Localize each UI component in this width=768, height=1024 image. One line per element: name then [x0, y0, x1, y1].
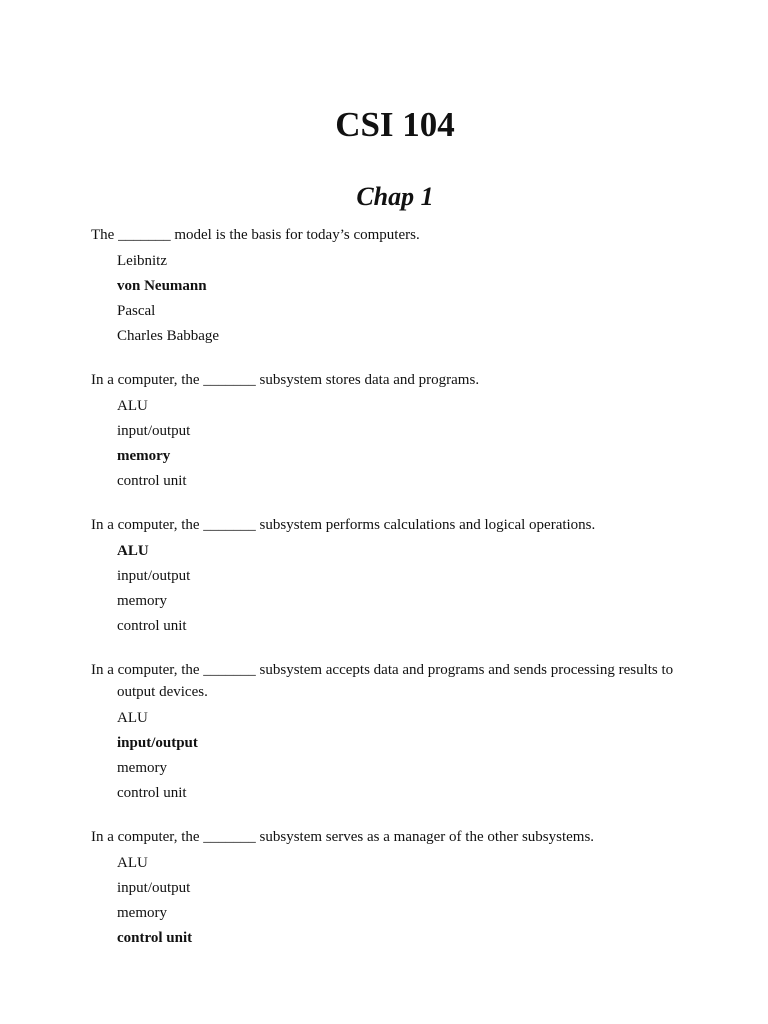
- chapter-title: Chap 1: [356, 182, 434, 211]
- answer-option: control unit: [117, 473, 187, 489]
- answer-option: memory: [117, 593, 167, 609]
- correct-answer-option: ALU: [117, 543, 149, 559]
- answer-options: [91, 394, 706, 494]
- answer-options: [91, 249, 706, 349]
- answer-options: [91, 539, 706, 639]
- correct-answer-option: von Neumann: [117, 278, 207, 294]
- question-block: [91, 369, 706, 494]
- correct-answer-option: input/output: [117, 735, 198, 751]
- question-text: In a computer, the _______ subsystem stores data and programs.: [91, 372, 480, 388]
- answer-option: Pascal: [117, 303, 156, 319]
- question-list: [91, 224, 706, 971]
- answer-option: Leibnitz: [117, 253, 167, 269]
- question-text: The _______ model is the basis for today’s computers.: [91, 227, 420, 243]
- answer-option: control unit: [117, 785, 187, 801]
- answer-option: Charles Babbage: [117, 328, 220, 344]
- question-text: In a computer, the _______ subsystem performs calculations and logical operations.: [91, 517, 596, 533]
- question-block: [91, 826, 706, 951]
- correct-answer-option: control unit: [117, 930, 193, 946]
- answer-option: ALU: [117, 398, 148, 414]
- answer-option: ALU: [117, 855, 148, 871]
- document-title: CSI 104: [335, 105, 455, 144]
- answer-option: control unit: [117, 618, 187, 634]
- answer-option: memory: [117, 905, 167, 921]
- answer-option: input/output: [117, 880, 191, 896]
- answer-option: input/output: [117, 423, 191, 439]
- question-text: In a computer, the _______ subsystem serves as a manager of the other subsystems.: [91, 829, 595, 845]
- question-block: [91, 514, 706, 639]
- answer-options: [91, 706, 706, 806]
- question-block: [91, 659, 706, 806]
- question-text: In a computer, the _______ subsystem accepts data and programs and sends processing results to output devices.: [91, 662, 674, 700]
- question-block: [91, 224, 706, 349]
- answer-option: memory: [117, 760, 167, 776]
- answer-options: [91, 851, 706, 951]
- answer-option: input/output: [117, 568, 191, 584]
- answer-option: ALU: [117, 710, 148, 726]
- correct-answer-option: memory: [117, 448, 171, 464]
